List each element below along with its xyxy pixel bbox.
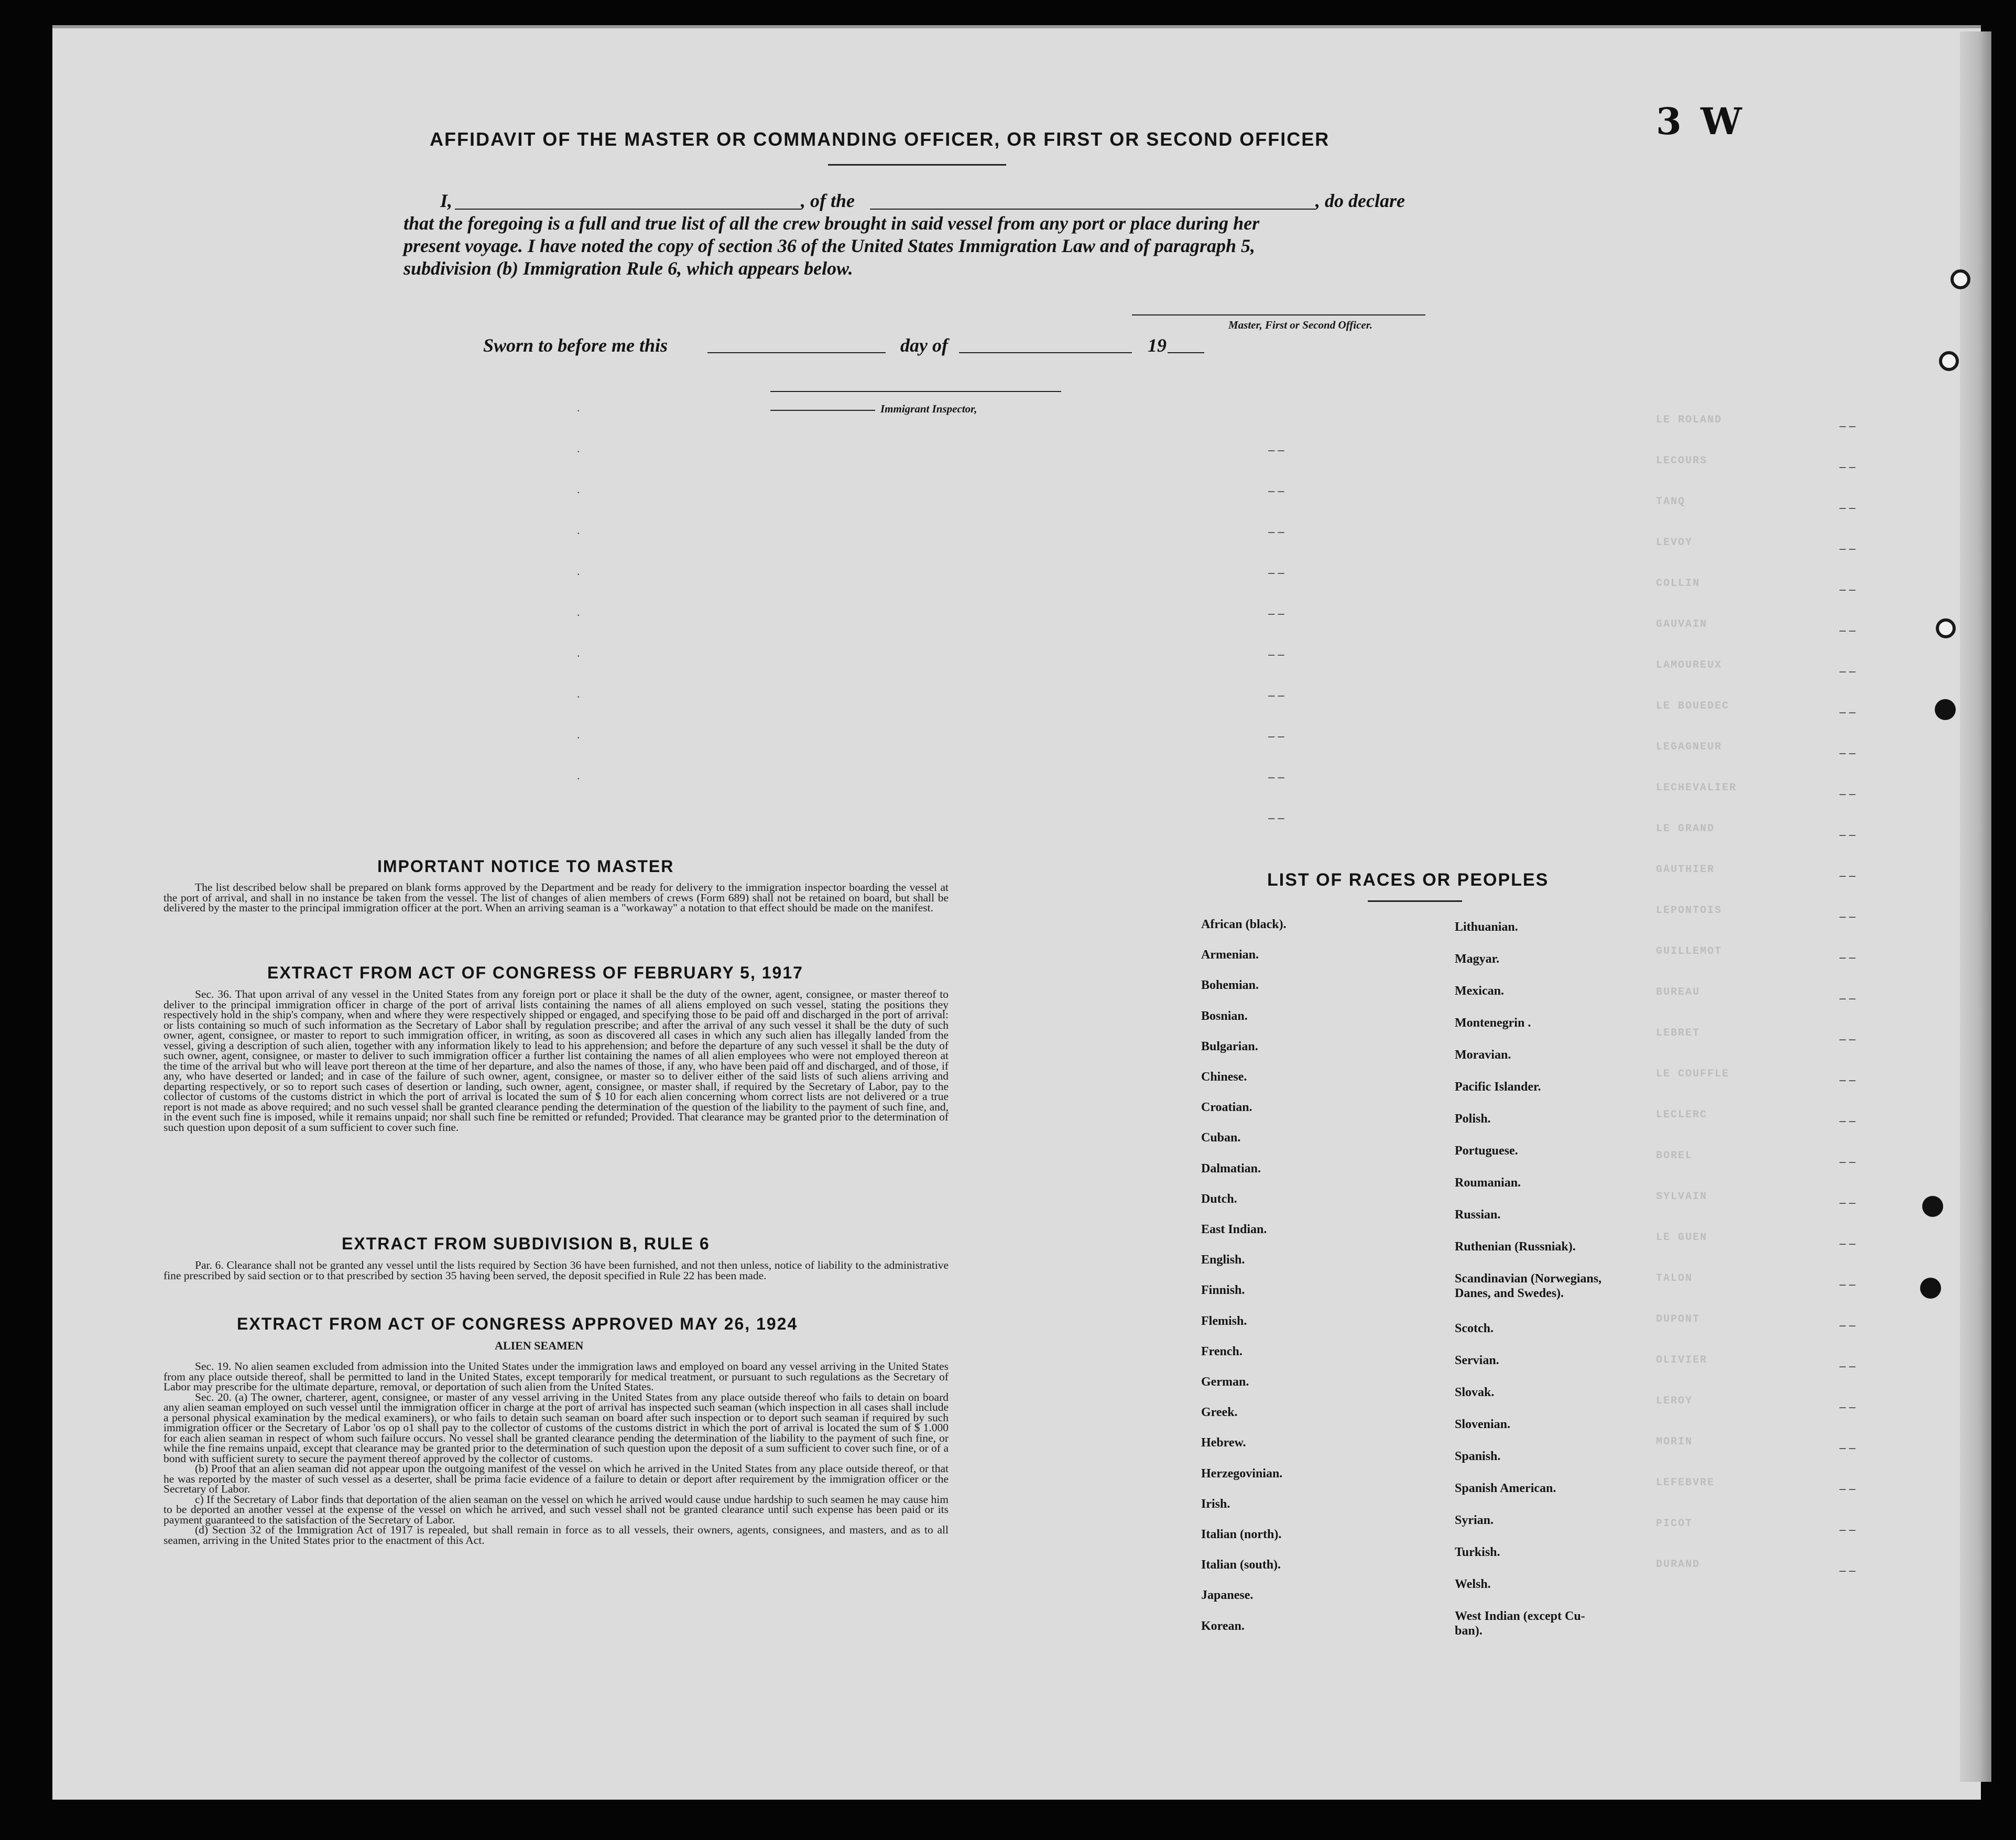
race-item: Servian. bbox=[1455, 1353, 1499, 1367]
bleedthrough-name: LE GUEN bbox=[1656, 1232, 1708, 1244]
race-item: Scandinavian (Norwegians, Danes, and Swedes). bbox=[1455, 1272, 1602, 1300]
form-dot: · bbox=[576, 771, 581, 785]
sworn-a: Sworn to before me this bbox=[483, 335, 668, 356]
bleedthrough-name: OLIVIER bbox=[1656, 1354, 1708, 1366]
race-item: Dalmatian. bbox=[1201, 1161, 1261, 1175]
bleedthrough-name: LAMOUREUX bbox=[1656, 659, 1723, 671]
race-item: Polish. bbox=[1455, 1112, 1491, 1126]
bleedthrough-name: LECOURS bbox=[1656, 455, 1708, 467]
race-item: Bulgarian. bbox=[1201, 1039, 1258, 1053]
form-dash: – – bbox=[1268, 525, 1284, 538]
form-dash: – – bbox=[1839, 1032, 1856, 1046]
sworn-c: 19 bbox=[1148, 335, 1167, 356]
race-item: Irish. bbox=[1201, 1497, 1230, 1511]
race-item: East Indian. bbox=[1201, 1223, 1267, 1236]
notice-text bbox=[164, 883, 949, 913]
form-dash: – – bbox=[1839, 787, 1856, 800]
form-dash: – – bbox=[1839, 1400, 1856, 1413]
bleedthrough-name: LEPONTOIS bbox=[1656, 905, 1723, 917]
race-item: Spanish. bbox=[1455, 1449, 1501, 1463]
name-blank bbox=[455, 209, 801, 210]
races-underline bbox=[1368, 900, 1462, 902]
race-item: Slovenian. bbox=[1455, 1417, 1511, 1431]
alien-seamen-subtitle: ALIEN SEAMEN bbox=[495, 1339, 584, 1352]
punch-hole bbox=[1935, 699, 1956, 720]
form-dash: – – bbox=[1839, 1237, 1856, 1250]
bleedthrough-name: LEGAGNEUR bbox=[1656, 741, 1723, 753]
form-dash: – – bbox=[1268, 484, 1284, 497]
bleedthrough-name: DURAND bbox=[1656, 1559, 1701, 1571]
sworn-b: day of bbox=[900, 335, 948, 356]
bleedthrough-name: SYLVAIN bbox=[1656, 1191, 1708, 1203]
punch-hole bbox=[1939, 351, 1959, 371]
form-dash: – – bbox=[1839, 542, 1856, 555]
bleedthrough-name: GUILLEMOT bbox=[1656, 945, 1723, 957]
form-dash: – – bbox=[1268, 811, 1284, 824]
extract-1924-text bbox=[164, 1362, 949, 1545]
race-item: Syrian. bbox=[1455, 1513, 1494, 1527]
bleedthrough-name: PICOT bbox=[1656, 1518, 1693, 1530]
race-item: German. bbox=[1201, 1375, 1249, 1389]
form-dot: · bbox=[576, 731, 581, 744]
race-item: Pacific Islander. bbox=[1455, 1080, 1541, 1094]
race-item: Turkish. bbox=[1455, 1545, 1500, 1559]
punch-hole bbox=[1936, 618, 1956, 638]
form-dash: – – bbox=[1839, 1155, 1856, 1168]
race-item: Moravian. bbox=[1455, 1048, 1511, 1062]
sec20b-paragraph: (b) Proof that an alien seaman did not appear upon the outgoing manifest of the vessel on which he arrived in the United States from any place outside thereof, or that he was reported by the master of such vessel as a deserter, shall be prima facie evidence of a failure to detain or deport after requirement by the immigration officer or the Secretary of Labor. bbox=[164, 1462, 949, 1495]
race-item: Magyar. bbox=[1455, 952, 1500, 966]
extract-1917-text bbox=[164, 989, 949, 1133]
race-item: African (black). bbox=[1201, 918, 1287, 931]
par6-paragraph: Par. 6. Clearance shall not be granted any vessel until the lists required by Section 36 have been furnished, and not then unless, notice of liability to the administrative fine prescribed by said section or to that prescribed by section 35 having been served, the deposit specified in Rule 22 has been made. bbox=[164, 1259, 949, 1282]
race-item: Roumanian. bbox=[1455, 1176, 1521, 1190]
race-item: Bosnian. bbox=[1201, 1009, 1248, 1023]
race-item: Scotch. bbox=[1455, 1321, 1494, 1335]
bleedthrough-name: LE BOUEDEC bbox=[1656, 700, 1730, 712]
race-item: Dutch. bbox=[1201, 1192, 1237, 1206]
sec20-paragraph: Sec. 20. (a) The owner, charterer, agent, consignee, or master of any vessel arriving in the United States from any place outside thereof who fails to detain on board any alien seaman employed on such vessel until the immigration officer in charge at the port of arrival has inspected such seaman (which inspection in all cases shall include a personal physical examination by the medical examiners), or who fails to detain such seaman on board after such inspection or to deport such seaman if required by such immigration officer or the Secretary of Labor 'os op o1 shall pay to the collector of customs of the customs district in which the port of arrival is located the sum of $ 1.000 for each alien seaman in respect of whom such failure occurs. No vessel shall be granted clearance pending the determination of the liability to the payment of such fine, or while the fine remains unpaid, except that clearance may be granted prior to the determination of such question upon the deposit of a sum sufficient to cover such fine, or of a bond with sufficient surety to secure the payment thereof approved by the collector of customs. bbox=[164, 1390, 949, 1465]
form-dash: – – bbox=[1839, 1196, 1856, 1209]
vessel-blank bbox=[870, 209, 1315, 210]
race-item: Spanish American. bbox=[1455, 1481, 1556, 1495]
race-item: English. bbox=[1201, 1253, 1245, 1267]
race-item: Greek. bbox=[1201, 1406, 1238, 1420]
bleedthrough-name: LEBRET bbox=[1656, 1027, 1701, 1039]
form-dash: – – bbox=[1839, 910, 1856, 923]
affidavit-line1a: I, bbox=[440, 190, 453, 211]
signature-label: Master, First or Second Officer. bbox=[1228, 319, 1372, 331]
bleedthrough-name: LEVOY bbox=[1656, 537, 1693, 549]
bleedthrough-name: MORIN bbox=[1656, 1436, 1693, 1448]
bleedthrough-name: LE COUFFLE bbox=[1656, 1068, 1730, 1080]
race-item: Montenegrin . bbox=[1455, 1016, 1531, 1030]
sworn-day-blank bbox=[707, 352, 886, 353]
race-item: Italian (south). bbox=[1201, 1558, 1281, 1572]
form-dash: – – bbox=[1839, 1073, 1856, 1086]
bleedthrough-name: LE GRAND bbox=[1656, 823, 1715, 835]
form-dash: – – bbox=[1839, 705, 1856, 718]
affidavit-line3: present voyage. I have noted the copy of section 36 of the United States Immigration Law and of paragraph 5, bbox=[404, 235, 1255, 256]
form-dot: · bbox=[576, 485, 581, 498]
form-dash: – – bbox=[1268, 443, 1284, 456]
form-dash: – – bbox=[1839, 1482, 1856, 1495]
notice-title: IMPORTANT NOTICE TO MASTER bbox=[377, 857, 674, 876]
form-dot: · bbox=[576, 649, 581, 662]
form-dash: – – bbox=[1268, 689, 1284, 702]
race-item: Korean. bbox=[1201, 1619, 1245, 1633]
race-item: Slovak. bbox=[1455, 1385, 1495, 1399]
form-dot: · bbox=[576, 404, 581, 417]
races-title: LIST OF RACES OR PEOPLES bbox=[1267, 870, 1549, 890]
affidavit-line2: that the foregoing is a full and true list of all the crew brought in said vessel from any port or place during her bbox=[404, 213, 1260, 234]
form-dash: – – bbox=[1839, 1114, 1856, 1127]
race-item: Lithuanian. bbox=[1455, 920, 1518, 934]
form-dash: – – bbox=[1839, 992, 1856, 1005]
inspector-label: Immigrant Inspector, bbox=[880, 402, 977, 415]
inspector-line-short bbox=[770, 410, 875, 411]
bleedthrough-name: DUPONT bbox=[1656, 1313, 1701, 1325]
sec19-paragraph: Sec. 19. No alien seamen excluded from admission into the United States under the immigration laws and employed on board any vessel arriving in the United States from any place outside thereof, shall be permitted to land in the United States, except temporarily for medical treatment, or pursuant to such regulations as the Secretary of Labor may prescribe for the ultimate departure, removal, or deportation of such alien from the United States. bbox=[164, 1360, 949, 1393]
race-item: Flemish. bbox=[1201, 1314, 1247, 1328]
race-item: Portuguese. bbox=[1455, 1144, 1518, 1158]
form-dash: – – bbox=[1839, 1564, 1856, 1577]
form-dash: – – bbox=[1839, 1319, 1856, 1332]
form-dash: – – bbox=[1839, 1278, 1856, 1291]
race-item: French. bbox=[1201, 1344, 1243, 1358]
form-dash: – – bbox=[1839, 1441, 1856, 1454]
bleedthrough-name: LE ROLAND bbox=[1656, 414, 1723, 426]
bleedthrough-name: TANQ bbox=[1656, 496, 1686, 508]
form-dash: – – bbox=[1839, 501, 1856, 514]
race-item: Mexican. bbox=[1455, 984, 1504, 998]
form-dot: · bbox=[576, 526, 581, 539]
race-item: Hebrew. bbox=[1201, 1436, 1246, 1450]
sec20d-paragraph: (d) Section 32 of the Immigration Act of 1917 is repealed, but shall remain in force as to all vessels, their owners, agents, consignees, and masters, and as to all seamen, arriving in the United States prior to the enactment of this Act. bbox=[164, 1523, 949, 1547]
bleedthrough-name: BUREAU bbox=[1656, 986, 1701, 998]
signature-line bbox=[1132, 314, 1425, 315]
bleedthrough-name: GAUTHIER bbox=[1656, 864, 1715, 876]
form-dash: – – bbox=[1839, 828, 1856, 841]
sec20c-paragraph: c) If the Secretary of Labor finds that deportation of the alien seaman on the vessel on which he arrived would cause undue hardship to such seamen he may cause him to be deported an another vessel at the expense of the vessel on which he arrived, and such vessel shall not be granted clearance until such expense has been paid or its payment guaranteed to the satisfaction of the Secretary of Labor. bbox=[164, 1493, 949, 1526]
form-dash: – – bbox=[1839, 869, 1856, 882]
form-dash: – – bbox=[1839, 583, 1856, 596]
title-underline bbox=[828, 164, 1006, 166]
rule6-text bbox=[164, 1260, 949, 1281]
affidavit-line1b: , of the bbox=[801, 190, 855, 211]
race-item: Ruthenian (Russniak). bbox=[1455, 1240, 1576, 1254]
punch-hole bbox=[1922, 1196, 1943, 1217]
form-dash: – – bbox=[1839, 951, 1856, 964]
form-dash: – – bbox=[1839, 419, 1856, 432]
race-item: Armenian. bbox=[1201, 948, 1259, 962]
race-item: Herzegovinian. bbox=[1201, 1466, 1283, 1480]
form-dash: – – bbox=[1839, 665, 1856, 678]
race-item: Welsh. bbox=[1455, 1577, 1491, 1591]
race-item: Russian. bbox=[1455, 1208, 1501, 1222]
form-dot: · bbox=[576, 690, 581, 703]
page-edge bbox=[1960, 31, 1991, 1782]
bleedthrough-name: GAUVAIN bbox=[1656, 618, 1708, 630]
form-dash: – – bbox=[1839, 624, 1856, 637]
punch-hole bbox=[1920, 1278, 1941, 1299]
notice-paragraph: The list described below shall be prepared on blank forms approved by the Department and be ready for delivery to the immigration inspector boarding the vessel at the port of arrival, and shall in no instance be taken from the vessel. The list of changes of alien members of crews (Form 689) shall not be retained on board, but shall be delivered by the master to the principal immigration officer at the port. When an arriving seaman is a "workaway" a notation to that effect should be made on the manifest. bbox=[164, 881, 949, 914]
race-item: Croatian. bbox=[1201, 1101, 1252, 1115]
extract-1917-title: EXTRACT FROM ACT OF CONGRESS OF FEBRUARY 5, 1917 bbox=[267, 963, 803, 982]
form-dash: – – bbox=[1839, 1359, 1856, 1373]
form-dash: – – bbox=[1268, 770, 1284, 783]
bleedthrough-name: LEROY bbox=[1656, 1395, 1693, 1407]
race-item: Cuban. bbox=[1201, 1131, 1241, 1145]
form-dash: – – bbox=[1268, 607, 1284, 620]
form-dot: · bbox=[576, 567, 581, 580]
extract-1924-title: EXTRACT FROM ACT OF CONGRESS APPROVED MAY 26, 1924 bbox=[237, 1314, 798, 1333]
form-dot: · bbox=[576, 444, 581, 458]
race-item: West Indian (except Cu- ban). bbox=[1455, 1609, 1585, 1638]
form-dash: – – bbox=[1268, 730, 1284, 743]
form-dot: · bbox=[576, 608, 581, 621]
stamp-mark: 3 W bbox=[1656, 100, 1745, 143]
race-item: Italian (north). bbox=[1201, 1528, 1282, 1541]
sec36-paragraph: Sec. 36. That upon arrival of any vessel in the United States from any foreign port or place it shall be the duty of the owner, agent, consignee, or master thereof to deliver to the principal immigration officer in charge of the port of arrival lists containing the names of all aliens employed on such vessel, stating the positions they respectively hold in the ship's company, when and where they were respectively shipped or engaged, and specifying those to be paid off and discharged in the port of arrival: or lists containing so much of such information as the Secretary of Labor shall by regulation prescribe; and after the arrival of any such vessel it shall be the duty of such owner, agent, consignee, or master to report to such immigration officer, in writing, as soon as discovered all cases in which any such alien has illegally landed from the vessel, giving a description of such alien, together with any information likely to lead to his apprehension; and before the departure of any such vessel it shall be the duty of such owner, agent, consignee, or master to deliver to such immigration officer a further list containing the names of all alien employees who were not employed thereon at the time of the arrival but who will leave port thereon at the time of her departure, and also the names of those, if any, who have been paid off and discharged, and of those, if any, who have deserted or landed; and in case of the failure of such owner, agent, consignee, or master so to deliver either of the said lists of such aliens arriving and departing respectively, or so to report such cases of desertion or landing, such owner, agent, consignee, or master shall, if required by the Secretary of Labor, pay to the collector of customs of the customs district in which the port of arrival is located the sum of $ 10 for each alien concerning whom correct lists are not delivered or a true report is not made as above required; and no such vessel shall be granted clearance pending the determination of the question of the liability to the payment of such fine, and, in the event such fine is imposed, while it remains unpaid; nor shall such fine be remitted or refunded; Provided. That clearance may be granted prior to the determination of such question upon deposit of a sum sufficient to cover such fine. bbox=[164, 988, 949, 1134]
sworn-month-blank bbox=[959, 352, 1132, 353]
race-item: Chinese. bbox=[1201, 1070, 1247, 1084]
form-dash: – – bbox=[1839, 1523, 1856, 1536]
sworn-year-blank bbox=[1168, 352, 1204, 353]
form-dash: – – bbox=[1839, 746, 1856, 759]
form-dash: – – bbox=[1839, 460, 1856, 473]
bleedthrough-name: TALON bbox=[1656, 1272, 1693, 1284]
bleedthrough-name: COLLIN bbox=[1656, 578, 1701, 590]
form-dash: – – bbox=[1268, 566, 1284, 579]
bleedthrough-name: LEFEBVRE bbox=[1656, 1477, 1715, 1489]
race-item: Bohemian. bbox=[1201, 978, 1259, 993]
bleedthrough-name: LECLERC bbox=[1656, 1109, 1708, 1121]
punch-hole bbox=[1950, 269, 1970, 289]
inspector-line bbox=[770, 391, 1061, 392]
affidavit-line1c: , do declare bbox=[1315, 190, 1405, 211]
race-item: Finnish. bbox=[1201, 1283, 1245, 1298]
rule6-title: EXTRACT FROM SUBDIVISION B, RULE 6 bbox=[342, 1234, 710, 1253]
bleedthrough-name: LECHEVALIER bbox=[1656, 782, 1737, 794]
form-dash: – – bbox=[1268, 648, 1284, 661]
affidavit-title: AFFIDAVIT OF THE MASTER OR COMMANDING OFFICER, OR FIRST OR SECOND OFFICER bbox=[430, 128, 1330, 150]
bleedthrough-name: BOREL bbox=[1656, 1150, 1693, 1162]
race-item: Japanese. bbox=[1201, 1588, 1254, 1603]
affidavit-line4: subdivision (b) Immigration Rule 6, which appears below. bbox=[404, 258, 853, 279]
